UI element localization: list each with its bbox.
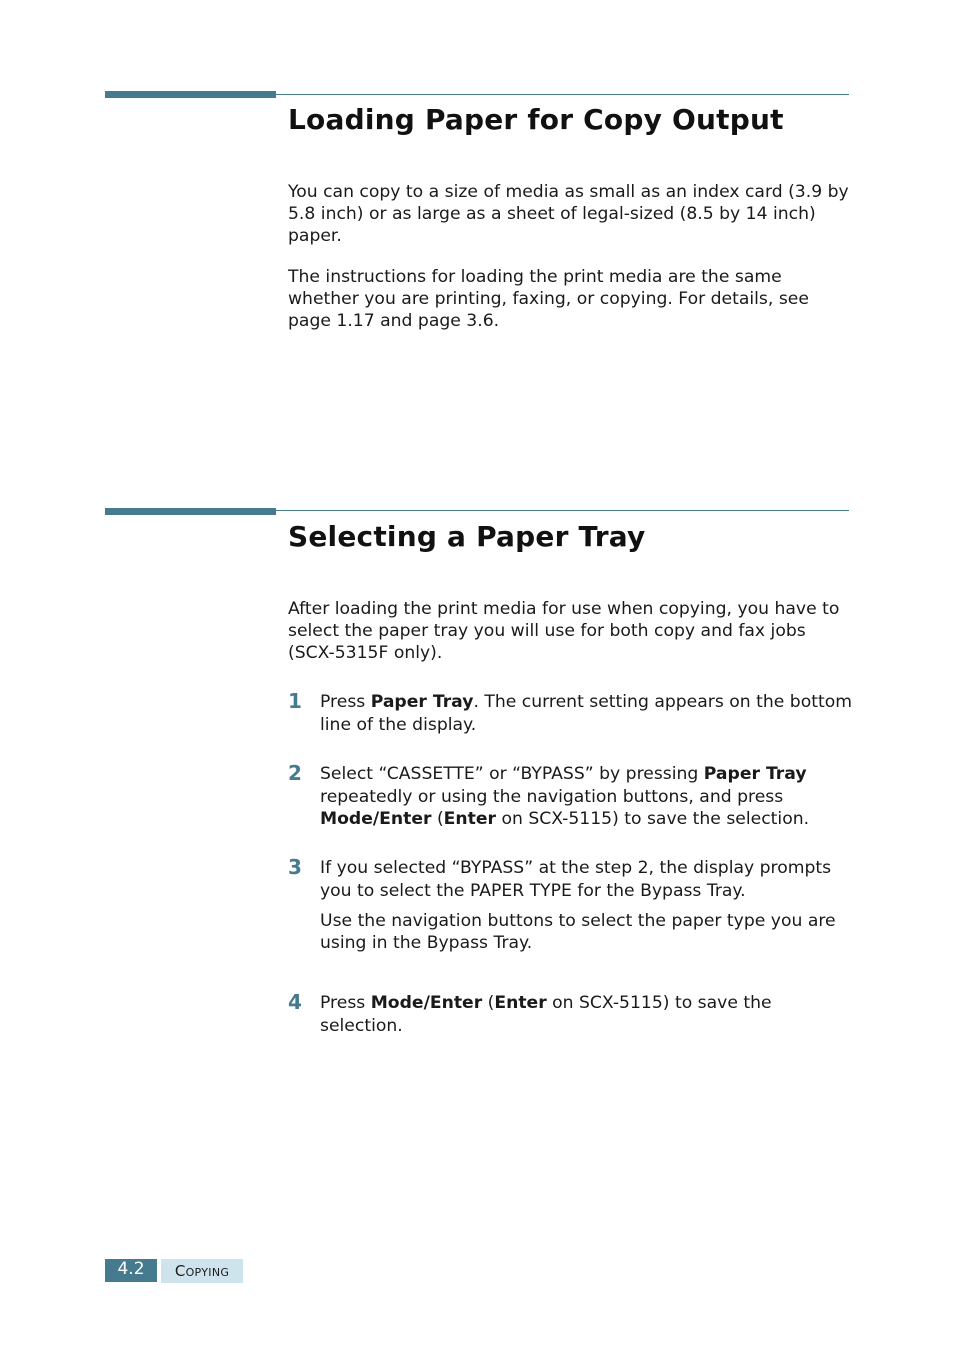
step-text: Select “CASSETTE” or “BYPASS” by pressing Paper Tray repeatedly or using the navigation buttons, and press Mode/Enter (Enter on SCX-5115) to save the selection. bbox=[320, 764, 810, 829]
section-title-selecting-tray: Selecting a Paper Tray bbox=[288, 520, 646, 553]
step-4 bbox=[288, 992, 853, 1037]
section-rule-accent bbox=[105, 91, 276, 98]
paragraph-tray-intro: After loading the print media for use when copying, you have to select the paper tray you will use for both copy and fax jobs (SCX-5315F only). bbox=[288, 599, 840, 663]
step-number: 4 bbox=[288, 990, 302, 1014]
paragraph-loading-instructions: The instructions for loading the print media are the same whether you are printing, faxing, or copying. For details, see page 1.17 and page 3.6. bbox=[288, 267, 809, 331]
step-1 bbox=[288, 691, 853, 736]
section-rule-line bbox=[276, 510, 849, 511]
section-rule-accent bbox=[105, 508, 276, 515]
step-text: Press Mode/Enter (Enter on SCX-5115) to save the selection. bbox=[320, 993, 772, 1036]
step-number: 1 bbox=[288, 689, 302, 713]
page-number: 4.2 bbox=[105, 1259, 157, 1282]
step-3 bbox=[288, 857, 853, 954]
step-number: 3 bbox=[288, 855, 302, 879]
section-title-loading-paper: Loading Paper for Copy Output bbox=[288, 103, 784, 136]
step-2 bbox=[288, 763, 853, 831]
step-text: Press Paper Tray. The current setting appears on the bottom line of the display. bbox=[320, 692, 852, 735]
paragraph-media-sizes: You can copy to a size of media as small as an index card (3.9 by 5.8 inch) or as large as a sheet of legal-sized (8.5 by 14 inch) paper. bbox=[288, 182, 849, 246]
step-subtext: Use the navigation buttons to select the paper type you are using in the Bypass Tray. bbox=[320, 911, 836, 953]
chapter-label: Copying bbox=[161, 1259, 243, 1283]
section-rule-line bbox=[276, 94, 849, 95]
step-text: If you selected “BYPASS” at the step 2, the display prompts you to select the PAPER TYPE for the Bypass Tray. bbox=[320, 858, 832, 901]
step-number: 2 bbox=[288, 761, 302, 785]
